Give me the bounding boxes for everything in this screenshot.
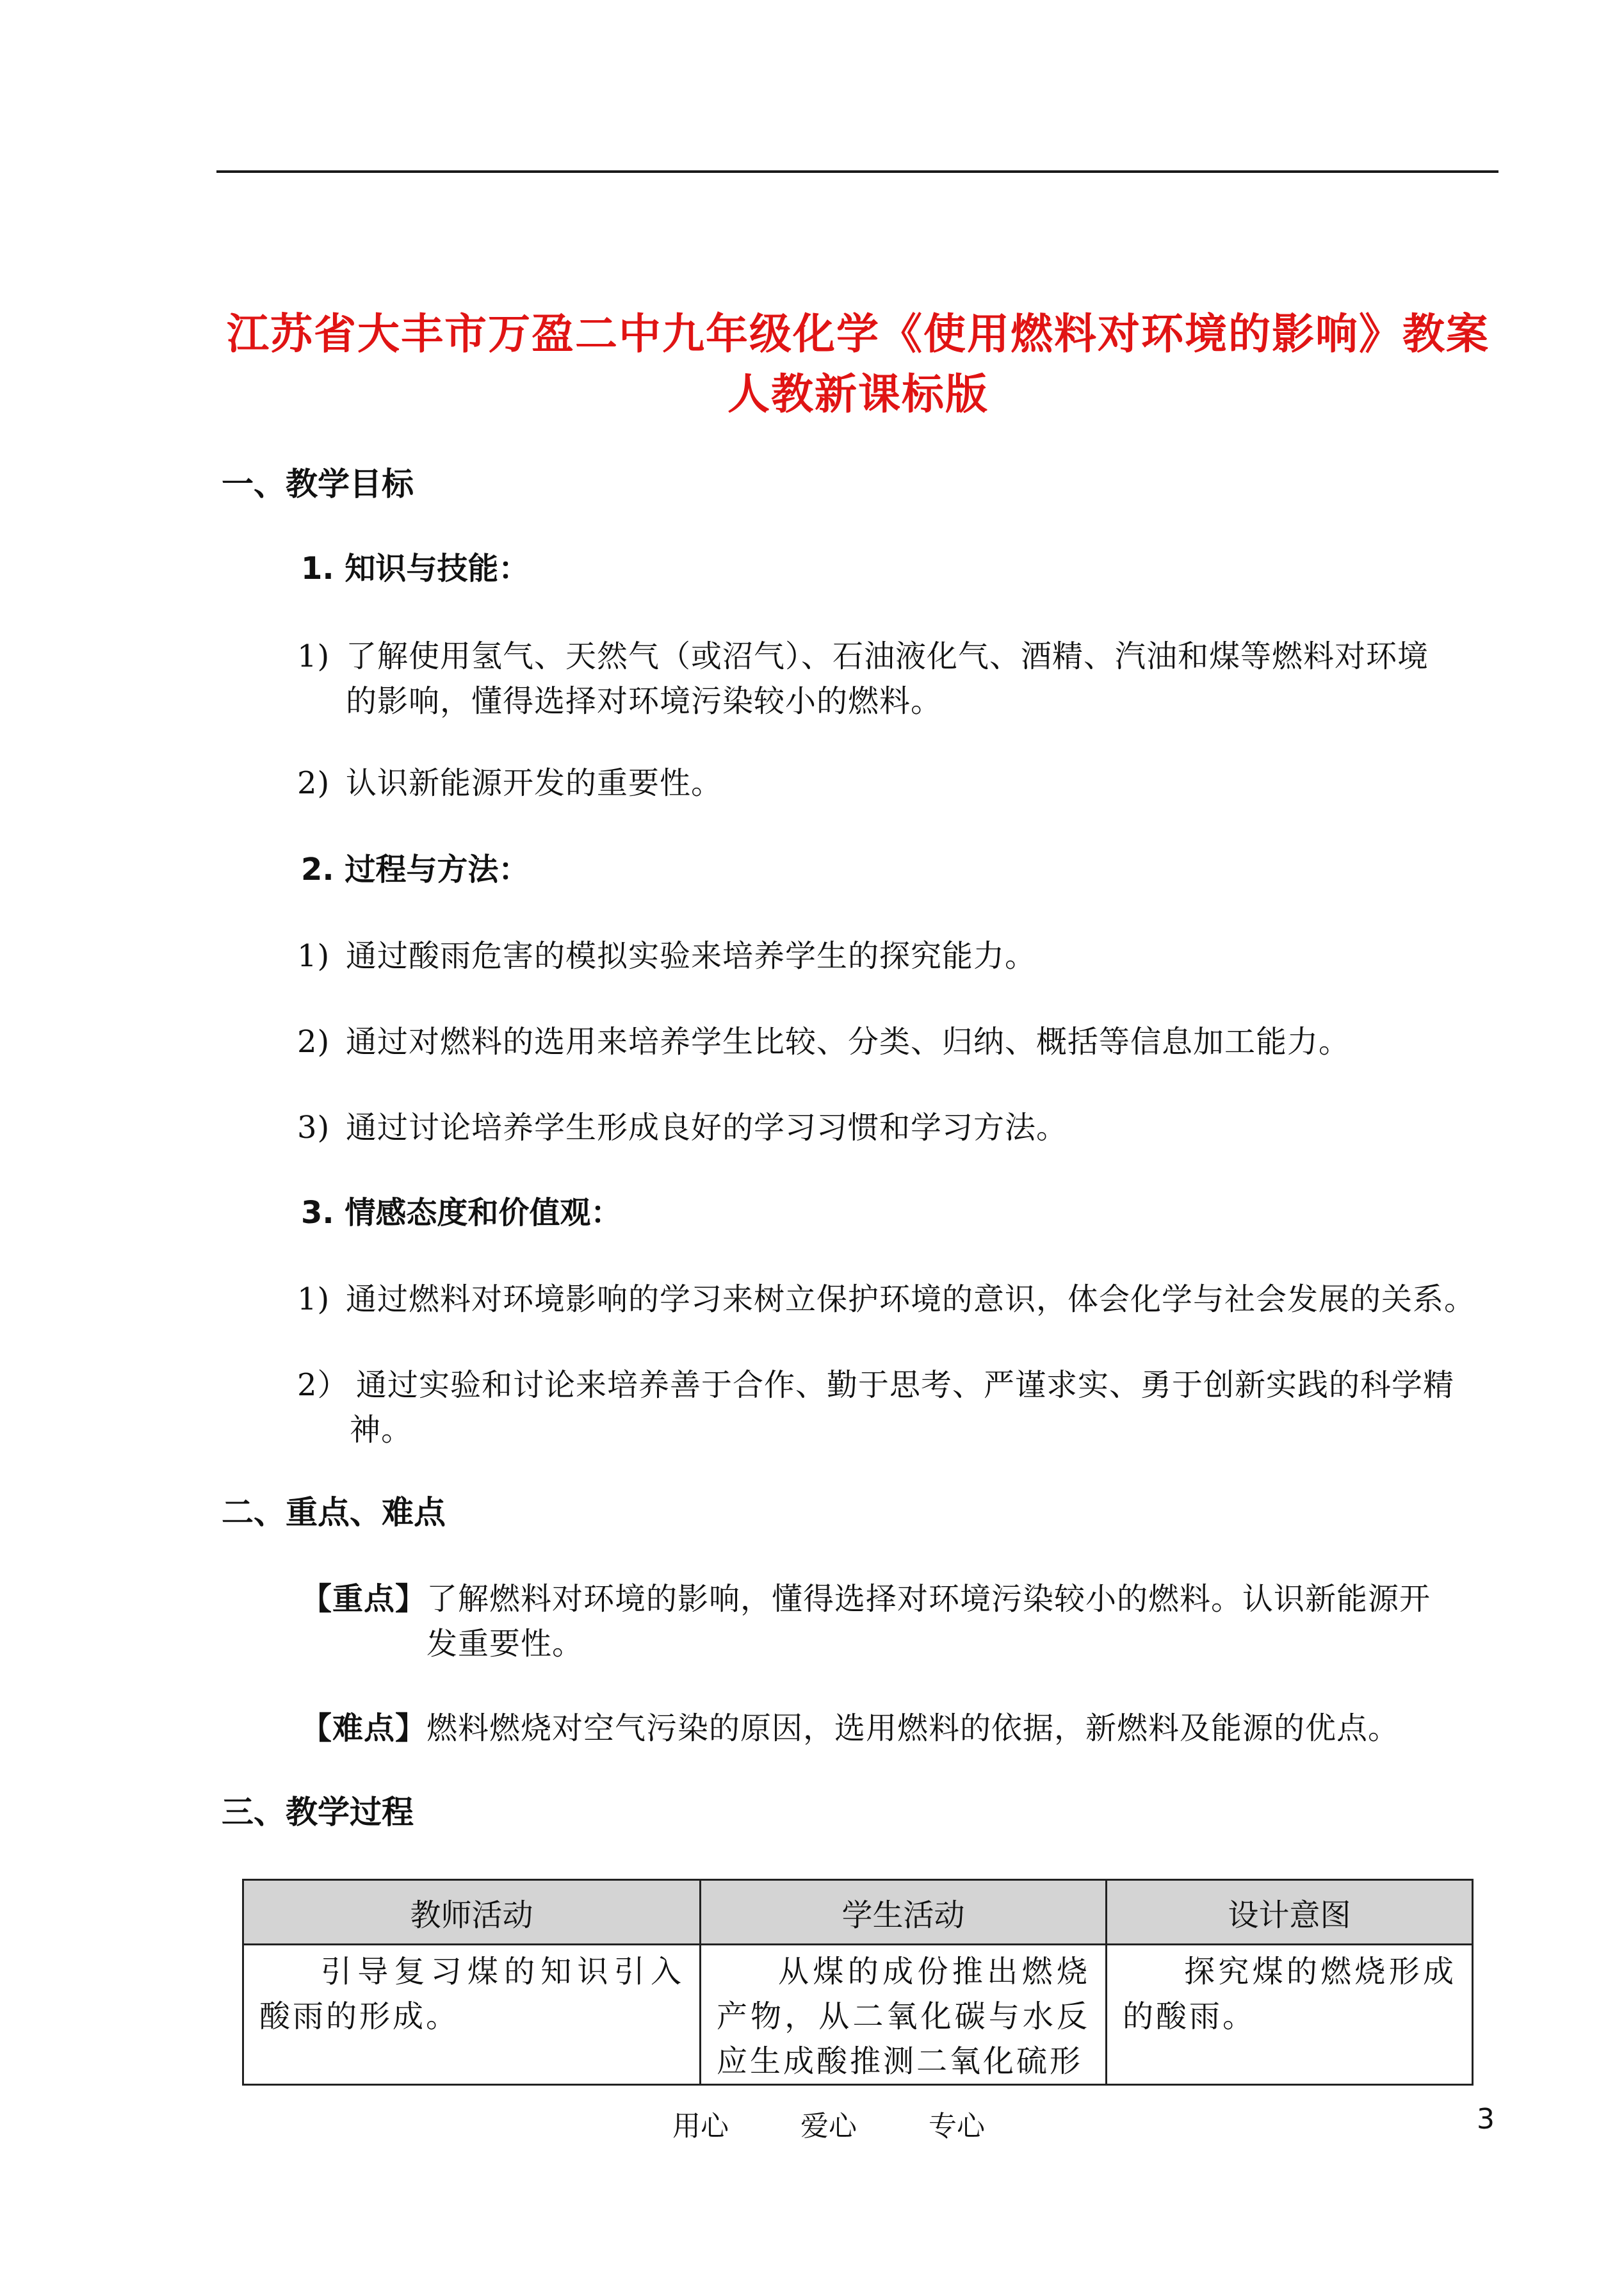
key-point xyxy=(301,1577,1505,1666)
page-number: 3 xyxy=(1477,2103,1495,2136)
list-item-text-continued: 神。 xyxy=(350,1412,413,1448)
subheading-attitudes-values: 3. 情感态度和价值观： xyxy=(301,1195,622,1231)
list-item-number: 2) xyxy=(297,765,330,801)
list-item xyxy=(297,934,1501,978)
column-header-design-intent: 设计意图 xyxy=(1107,1880,1473,1945)
list-item-text: 认识新能源开发的重要性。 xyxy=(346,765,723,801)
list-item xyxy=(297,634,1501,724)
table-cell-design-intent: 探究煤的燃烧形成的酸雨。 xyxy=(1107,1945,1473,2085)
list-item xyxy=(297,1363,1514,1452)
list-item xyxy=(297,1105,1501,1150)
list-item-text: 通过实验和讨论来培养善于合作、勤于思考、严谨求实、勇于创新实践的科学精 xyxy=(356,1367,1455,1403)
column-header-teacher-activity: 教师活动 xyxy=(243,1880,701,1945)
document-title-line2: 人教新课标版 xyxy=(727,369,989,419)
list-item xyxy=(297,1277,1514,1322)
list-item-number: 1) xyxy=(297,638,330,674)
list-item-number: 1) xyxy=(297,1281,330,1317)
column-header-student-activity: 学生活动 xyxy=(701,1880,1107,1945)
table-cell-teacher-activity: 引导复习煤的知识引入酸雨的形成。 xyxy=(243,1945,701,2085)
list-item-number: 1) xyxy=(297,938,330,974)
list-item-number: 2) xyxy=(297,1024,330,1060)
list-item xyxy=(297,761,1501,806)
list-item-number: 3) xyxy=(297,1110,330,1146)
key-point-label: 【重点】 xyxy=(301,1581,427,1617)
section-heading-key-difficult: 二、重点、难点 xyxy=(222,1494,446,1531)
teaching-process-table xyxy=(242,1879,1474,2086)
footer-word: 爱心 xyxy=(800,2110,857,2143)
footer-word: 专心 xyxy=(929,2110,985,2143)
list-item-text-continued: 的影响，懂得选择对环境污染较小的燃料。 xyxy=(346,683,943,719)
list-item-text: 通过燃料对环境影响的学习来树立保护环境的意识，体会化学与社会发展的关系。 xyxy=(346,1281,1476,1317)
list-item-number: 2） xyxy=(297,1367,349,1403)
key-point-text-continued: 发重要性。 xyxy=(426,1626,584,1662)
section-heading-objectives: 一、教学目标 xyxy=(222,466,414,503)
list-item-text: 通过对燃料的选用来培养学生比较、分类、归纳、概括等信息加工能力。 xyxy=(346,1024,1351,1060)
document-title-line1: 江苏省大丰市万盈二中九年级化学《使用燃料对环境的影响》教案 xyxy=(227,309,1490,359)
subheading-knowledge-skills: 1. 知识与技能： xyxy=(301,551,530,587)
list-item xyxy=(297,1019,1501,1064)
footer-word: 用心 xyxy=(672,2110,729,2143)
table-header-row xyxy=(243,1880,1473,1945)
list-item-text: 通过酸雨危害的模拟实验来培养学生的探究能力。 xyxy=(346,938,1037,974)
list-item-text: 通过讨论培养学生形成良好的学习习惯和学习方法。 xyxy=(346,1110,1068,1146)
difficult-point xyxy=(301,1706,1505,1751)
difficult-point-text: 燃料燃烧对空气污染的原因，选用燃料的依据，新燃料及能源的优点。 xyxy=(426,1710,1400,1746)
list-item-text: 了解使用氢气、天然气（或沼气）、石油液化气、酒精、汽油和煤等燃料对环境 xyxy=(346,638,1429,674)
difficult-point-label: 【难点】 xyxy=(301,1710,427,1746)
key-point-text: 了解燃料对环境的影响，懂得选择对环境污染较小的燃料。认识新能源开 xyxy=(426,1581,1431,1617)
table-cell-student-activity: 从煤的成份推出燃烧产物，从二氧化碳与水反应生成酸推测二氧化硫形 xyxy=(701,1945,1107,2085)
table-row xyxy=(243,1945,1473,2085)
subheading-process-methods: 2. 过程与方法： xyxy=(301,852,530,888)
section-heading-teaching-process: 三、教学过程 xyxy=(222,1794,414,1831)
header-rule xyxy=(216,170,1498,173)
